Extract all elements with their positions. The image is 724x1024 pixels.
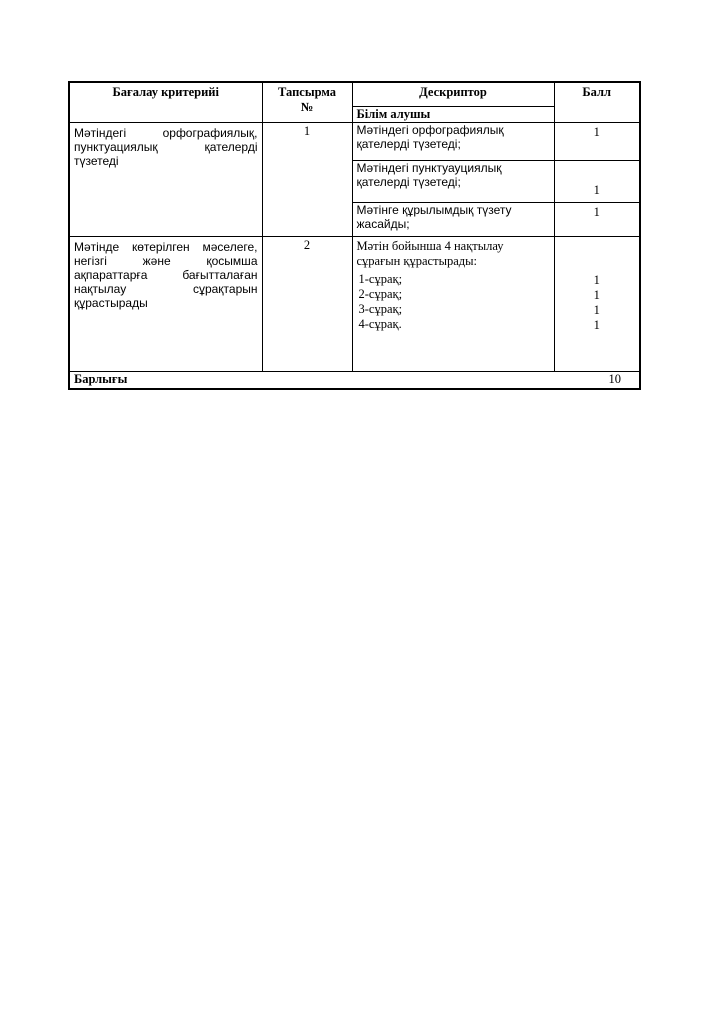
descriptor-cell bbox=[352, 237, 554, 372]
descriptor-cell: Мәтінге құрылымдық түзету жасайды; bbox=[352, 203, 554, 237]
table-row bbox=[69, 123, 640, 161]
header-task-number: № bbox=[300, 100, 314, 114]
question-score: 1 bbox=[593, 288, 600, 302]
question-item: 2-сұрақ; bbox=[358, 287, 403, 301]
descriptor-cell: Мәтіндегі орфографиялық қателерді түзетеді; bbox=[352, 123, 554, 161]
total-value: 10 bbox=[554, 372, 640, 390]
header-task-label: Тапсырма bbox=[277, 85, 337, 99]
header-task bbox=[262, 82, 352, 123]
header-row bbox=[69, 82, 640, 107]
score-cell: 1 bbox=[554, 123, 640, 161]
question-item: 3-сұрақ; bbox=[358, 302, 403, 316]
score-cell bbox=[554, 237, 640, 372]
task-number-cell: 2 bbox=[262, 237, 352, 372]
question-score: 1 bbox=[593, 273, 600, 287]
criterion-cell: Мәтінде көтерілген мәселеге, негізгі және қосымша ақпараттарға бағытталаған нақтылау сұрақтарын құрастырады bbox=[69, 237, 262, 372]
total-row bbox=[69, 372, 640, 390]
table-row bbox=[69, 237, 640, 372]
header-criterion: Бағалау критерийі bbox=[69, 82, 262, 123]
total-label: Барлығы bbox=[69, 372, 554, 390]
task-number-cell: 1 bbox=[262, 123, 352, 237]
question-score: 1 bbox=[593, 303, 600, 317]
header-score: Балл bbox=[554, 82, 640, 123]
question-item: 4-сұрақ. bbox=[358, 317, 402, 331]
score-cell: 1 bbox=[554, 161, 640, 203]
descriptor-intro: Мәтін бойынша 4 нақтылау сұрағын құрастырады: bbox=[356, 239, 504, 268]
assessment-rubric-table bbox=[68, 81, 641, 390]
question-item: 1-сұрақ; bbox=[358, 272, 403, 286]
score-cell: 1 bbox=[554, 203, 640, 237]
header-descriptor-sub: Білім алушы bbox=[352, 107, 554, 123]
criterion-cell: Мәтіндегі орфографиялық, пунктуациялық қателерді түзетеді bbox=[69, 123, 262, 237]
descriptor-cell: Мәтіндегі пунктуауциялық қателерді түзетеді; bbox=[352, 161, 554, 203]
header-descriptor: Дескриптор bbox=[352, 82, 554, 107]
question-score: 1 bbox=[593, 318, 600, 332]
